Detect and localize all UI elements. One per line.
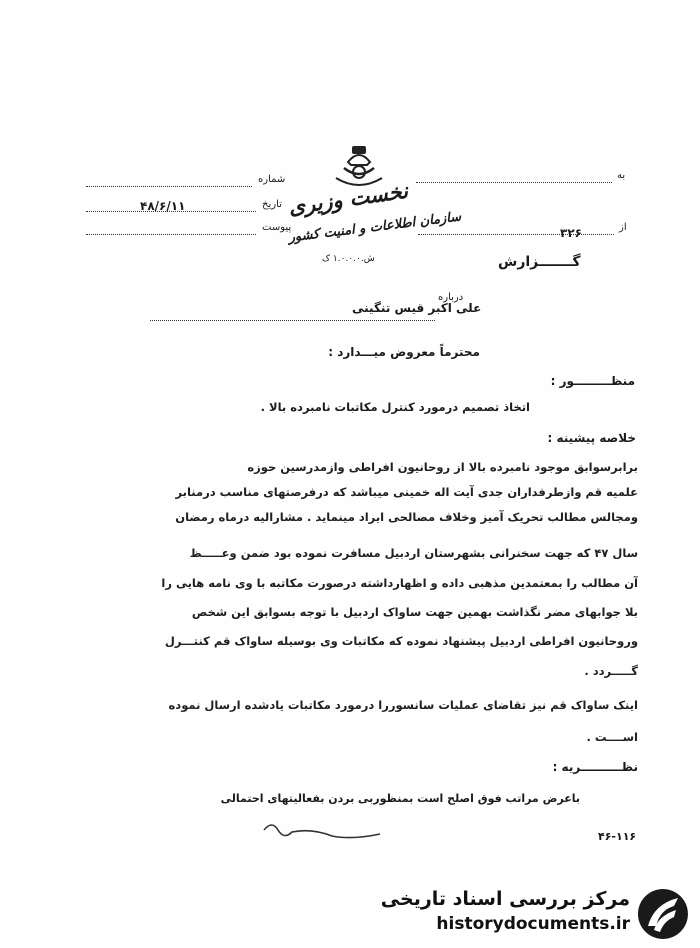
subject-label: درباره	[438, 292, 464, 303]
goal-text: اتخاذ تصمیم درمورد کنترل مکاتبات نامبرده بالا .	[260, 400, 530, 414]
body-line: ومجالس مطالب تحریک آمیز وخلاف مصالحی ایراد مینماید . مشارالیه درماه رمضان	[175, 510, 638, 524]
signature-mark	[262, 818, 382, 842]
to-field	[416, 182, 612, 183]
site-url: historydocuments.ir	[436, 914, 630, 934]
body-line: بلا جوابهای مضر نگذاشت بهمین جهت ساواک اردبیل با توجه بسوابق این شخص	[191, 605, 638, 619]
date-label: تاریخ	[262, 199, 282, 210]
center-name: مرکز بررسی اسناد تاریخی	[380, 888, 630, 910]
body-line: علمیه قم وازطرفداران جدی آیت اله خمینی میباشد که درفرصتهای مناسب درمنابر	[175, 485, 638, 499]
opinion-heading: نظــــــــــریه :	[552, 760, 638, 774]
salutation: محترماً معروض میـــدارد :	[328, 345, 480, 359]
archive-footer	[380, 880, 698, 948]
attachment-label: پیوست	[262, 222, 292, 233]
from-value: ۳۲۶	[560, 226, 582, 240]
report-title: گـــــــزارش	[498, 254, 581, 270]
goal-heading: منظـــــــــور :	[550, 374, 635, 388]
date-value: ۴۸/۶/۱۱	[140, 199, 186, 213]
body-line: گـــــردد .	[584, 664, 638, 678]
archive-number: ۴۶-۱۱۶	[598, 830, 637, 843]
body-line: اســــت .	[586, 730, 638, 744]
from-field	[418, 234, 614, 235]
attachment-field	[86, 234, 256, 235]
from-label: از	[619, 222, 627, 233]
number-label: شماره	[258, 174, 286, 185]
ministry-title: نخست وزیری	[286, 177, 410, 220]
closing-text: باعرض مراتب فوق اصلح است بمنظوربی بردن بفعالیتهای احتمالی	[220, 792, 580, 805]
subject-underline	[150, 320, 435, 321]
subject-value: علی اکبر قیس تنگینی	[352, 301, 482, 315]
body-line: آن مطالب را بمعتمدین مذهبی داده و اظهارداشته درصورت مکاتبه با وی نامه هایی را	[161, 576, 638, 590]
body-line: وروحانیون افراطی اردبیل پیشنهاد نموده که مکاتبات وی بوسیله ساواک قم کنتـــرل	[164, 634, 638, 648]
number-field	[86, 186, 252, 187]
office-code: ش.۱.۰.۰.۰ ک	[322, 254, 375, 264]
to-label: به	[617, 170, 626, 181]
archive-logo-icon	[634, 886, 692, 942]
body-line: برابرسوابق موجود نامبرده بالا از روحانیون افراطی وازمدرسین حوزه	[247, 460, 638, 474]
summary-heading: خلاصه پیشینه :	[547, 431, 636, 445]
body-line: اینک ساواک قم نیز تقاضای عملیات سانسوررا درمورد مکاتبات یادشده ارسال نموده	[168, 698, 638, 712]
body-line: سال ۴۷ که جهت سخنرانی بشهرستان اردبیل مسافرت نموده بود ضمن وعـــــظ	[189, 546, 638, 560]
organization-title: سازمان اطلاعات و امنیت کشور	[287, 209, 462, 246]
